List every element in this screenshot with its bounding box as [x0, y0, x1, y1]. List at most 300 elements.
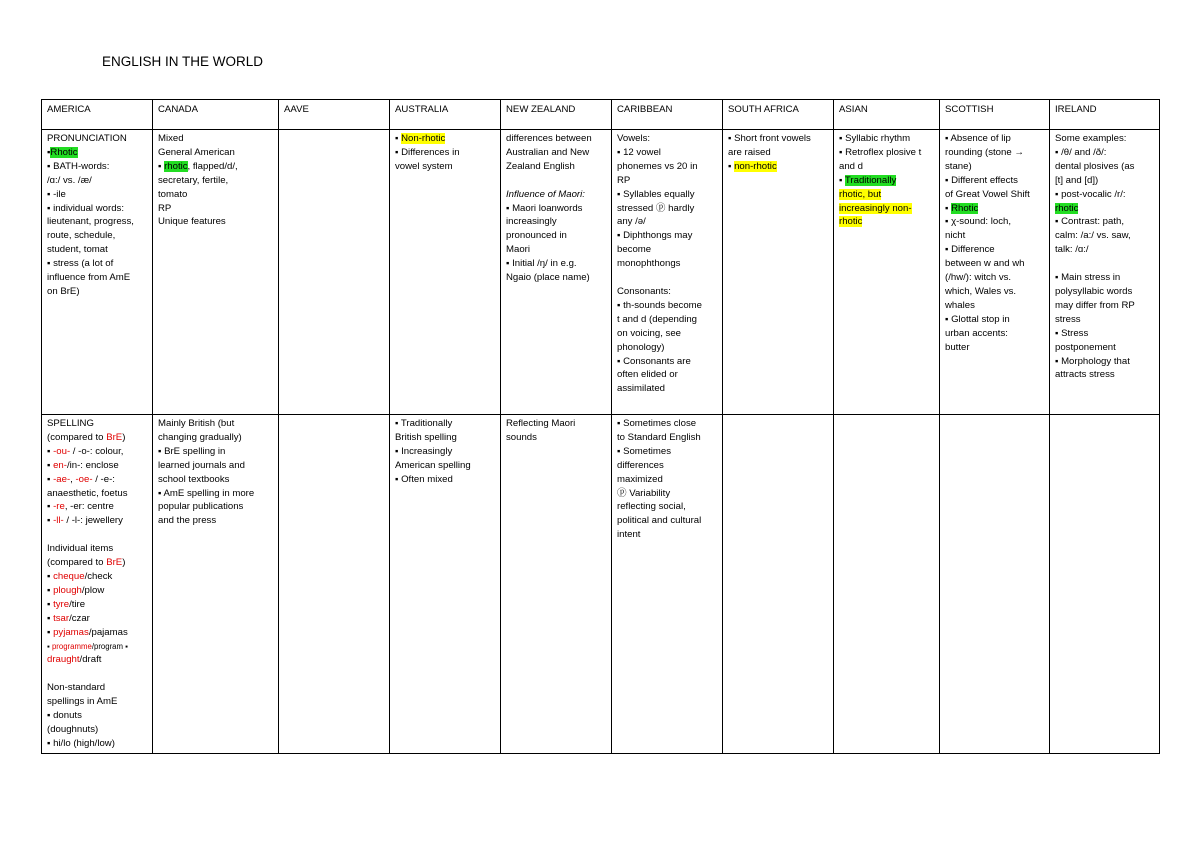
text-run: -re [53, 501, 65, 513]
text-run [617, 272, 620, 283]
text-run: ) [122, 431, 126, 443]
pronunciation-cell-new-zealand [501, 130, 612, 415]
text-run: BrE [106, 431, 123, 443]
text-run: assimilated [617, 383, 665, 395]
cell-line [1055, 271, 1155, 285]
text-run: lieutenant, progress, [47, 216, 134, 228]
text-run: ▪ /θ/ and /ð/: [1055, 146, 1107, 158]
spelling-cell-aave [279, 415, 390, 754]
text-run: , -er: centre [64, 501, 114, 513]
cell-line [158, 431, 274, 445]
text-run: ▪ individual words: [47, 202, 124, 214]
cell-line [47, 229, 148, 243]
text-run: ⓟ Variability [617, 487, 671, 499]
text-run: ▪ [47, 515, 54, 527]
cell-line [47, 528, 148, 542]
cell-line [617, 202, 718, 216]
cell-line [617, 459, 718, 473]
text-run: ▪ Absence of lip [945, 133, 1011, 144]
text-run: Australian and New [506, 146, 590, 158]
text-run: urban accents: [945, 327, 1008, 339]
text-run: ▪ [47, 641, 52, 651]
cell-line [945, 202, 1045, 216]
cell-line [945, 146, 1045, 160]
text-run: ▪ Stress [1055, 327, 1089, 339]
text-run: pyjamas [53, 626, 89, 638]
cell-line [47, 556, 148, 570]
text-run: ▪ [158, 160, 165, 172]
cell-line [1055, 285, 1155, 299]
cell-line [506, 146, 607, 160]
cell-line [617, 417, 718, 431]
cell-line [47, 271, 148, 285]
spelling-cell-caribbean [612, 415, 723, 754]
spelling-cell-scottish [940, 415, 1050, 754]
text-run: tyre [53, 598, 70, 610]
cell-line [158, 160, 274, 174]
text-run: SPELLING [47, 418, 94, 429]
text-run: dental plosives (as [1055, 160, 1135, 172]
cell-line [158, 459, 274, 473]
cell-line [617, 174, 718, 188]
text-run: ▪ [47, 501, 54, 513]
cell-line [158, 487, 274, 501]
text-run: political and cultural [617, 515, 702, 527]
text-run: , [70, 473, 76, 485]
text-run: of Great Vowel Shift [945, 188, 1030, 200]
text-run: ▪ Difference [945, 244, 995, 256]
cell-line [617, 271, 718, 285]
cell-line [506, 257, 607, 271]
text-run: whales [945, 299, 975, 311]
text-run: -ll- [53, 515, 64, 527]
cell-line [47, 598, 148, 612]
cell-line [395, 473, 496, 487]
cell-line [506, 431, 607, 445]
spelling-cell-asian [834, 415, 940, 754]
text-run: ▪ stress (a lot of [47, 258, 114, 270]
cell-line [1055, 132, 1155, 146]
cell-line [617, 146, 718, 160]
text-run: ▪ Differences in [395, 146, 460, 158]
header-caribbean: CARIBBEAN [612, 100, 723, 130]
text-run: (compared to [47, 557, 107, 569]
text-run: school textbooks [158, 473, 230, 485]
text-run: attracts stress [1055, 369, 1115, 381]
cell-line [839, 188, 935, 202]
cell-line [506, 160, 607, 174]
cell-line [47, 709, 148, 723]
text-run: plough [53, 584, 82, 596]
text-run: often elided or [617, 369, 678, 381]
text-run: any /ə/ [617, 216, 646, 228]
cell-line [47, 473, 148, 487]
pronunciation-cell-canada [153, 130, 279, 415]
cell-line [945, 313, 1045, 327]
text-run: ▪ Short front vowels [728, 133, 811, 144]
cell-line [158, 146, 274, 160]
text-run: t and d (depending [617, 313, 698, 325]
cell-line [945, 215, 1045, 229]
text-run: ▪ Consonants are [617, 355, 691, 367]
header-south-africa: SOUTH AFRICA [723, 100, 834, 130]
text-run: Rhotic [951, 202, 979, 214]
text-run [1055, 258, 1058, 269]
text-run: intent [617, 529, 641, 541]
cell-line [47, 542, 148, 556]
cell-line [158, 514, 274, 528]
text-run: which, Wales vs. [945, 285, 1017, 297]
cell-line [617, 285, 718, 299]
text-run: ▪ Maori loanwords [506, 202, 583, 214]
cell-line [47, 626, 148, 640]
text-run: ▪ Diphthongs may [617, 230, 693, 242]
text-run: ▪ [47, 626, 54, 638]
cell-line [1055, 174, 1155, 188]
text-run: ▪ Traditionally [395, 418, 453, 429]
cell-line [158, 215, 274, 229]
cell-line [617, 528, 718, 542]
text-run: Non-standard [47, 682, 106, 694]
cell-line [1055, 257, 1155, 271]
cell-line [506, 417, 607, 431]
text-run: American spelling [395, 459, 471, 471]
text-run: ▪ [839, 174, 845, 186]
header-australia: AUSTRALIA [390, 100, 501, 130]
text-run: [t] and [d]) [1055, 174, 1099, 186]
text-run: /check [84, 570, 113, 582]
text-run: ▪ Sometimes close [617, 418, 697, 429]
cell-line [395, 459, 496, 473]
cell-line [617, 514, 718, 528]
pronunciation-cell-caribbean [612, 130, 723, 415]
cell-line [839, 215, 935, 229]
text-run: Mixed [158, 133, 184, 144]
text-run: between w and wh [945, 258, 1025, 270]
text-run: postponement [1055, 341, 1116, 353]
cell-line [506, 202, 607, 216]
cell-line [945, 257, 1045, 271]
cell-line [47, 431, 148, 445]
text-run: /pajamas [88, 626, 128, 638]
cell-line [839, 132, 935, 146]
english-varieties-table [41, 99, 1160, 754]
cell-line [617, 327, 718, 341]
text-run: ▪ [945, 202, 952, 214]
text-run: calm: /a:/ vs. saw, [1055, 230, 1131, 242]
header-america: AMERICA [42, 100, 153, 130]
cell-line [617, 341, 718, 355]
cell-line [945, 243, 1045, 257]
pronunciation-cell-south-africa [723, 130, 834, 415]
cell-line [617, 160, 718, 174]
cell-line [617, 132, 718, 146]
text-run: ▪ [47, 445, 54, 457]
text-run: and d [839, 160, 864, 172]
text-run: ▪ [47, 473, 54, 485]
text-run: Influence of Maori: [506, 188, 585, 200]
cell-line [506, 229, 607, 243]
text-run: vowel system [395, 160, 453, 172]
cell-line [1055, 188, 1155, 202]
spelling-row [42, 415, 1160, 754]
text-run: ▪ Contrast: path, [1055, 216, 1124, 228]
cell-line [617, 487, 718, 501]
cell-line [47, 570, 148, 584]
cell-line [1055, 202, 1155, 216]
cell-line [47, 132, 148, 146]
text-run: ▪ BrE spelling in [158, 445, 226, 457]
text-run: cheque [53, 570, 85, 582]
cell-line [617, 257, 718, 271]
cell-line [617, 500, 718, 514]
text-run: ▪ [395, 133, 402, 144]
cell-line [395, 132, 496, 146]
text-run: / -l-: jewellery [63, 515, 123, 527]
text-run: British spelling [395, 431, 457, 443]
cell-line [158, 132, 274, 146]
text-run: (compared to [47, 431, 107, 443]
cell-line [158, 473, 274, 487]
text-run: on voicing, see [617, 327, 681, 339]
header-scottish: SCOTTISH [940, 100, 1050, 130]
text-run: non-rhotic [734, 160, 777, 172]
cell-line [506, 271, 607, 285]
text-run: (doughnuts) [47, 723, 99, 735]
text-run: spellings in AmE [47, 696, 118, 708]
text-run: ▪ donuts [47, 710, 82, 722]
text-run: Ngaio (place name) [506, 272, 590, 284]
text-run: -ou- [53, 445, 71, 457]
pronunciation-cell-australia [390, 130, 501, 415]
text-run [506, 175, 509, 186]
text-run: tsar [53, 612, 70, 624]
text-run: ▪ Syllables equally [617, 188, 695, 200]
text-run: ▪ Initial /ŋ/ in e.g. [506, 258, 577, 270]
text-run: stress [1055, 313, 1081, 325]
cell-line [1055, 299, 1155, 313]
cell-line [945, 188, 1045, 202]
cell-line [47, 723, 148, 737]
cell-line [47, 417, 148, 431]
text-run: talk: /ɑ:/ [1055, 244, 1089, 256]
text-run: Unique features [158, 216, 226, 228]
text-run: /czar [69, 612, 90, 624]
text-run: ▪ [47, 612, 54, 624]
text-run: RP [158, 202, 172, 214]
cell-line [945, 132, 1045, 146]
header-aave: AAVE [279, 100, 390, 130]
text-run: ▪ Sometimes [617, 445, 672, 457]
pronunciation-cell-asian [834, 130, 940, 415]
cell-line [1055, 355, 1155, 369]
text-run: ▪ Retroflex plosive t [839, 146, 922, 158]
cell-line [945, 271, 1045, 285]
text-run: student, tomat [47, 244, 108, 256]
text-run: ▪ post-vocalic /r/: [1055, 188, 1126, 200]
text-run: ▪ [47, 459, 54, 471]
cell-line [506, 215, 607, 229]
text-run: ▪ χ-sound: loch, [945, 216, 1012, 228]
text-run: reflecting social, [617, 501, 686, 513]
text-run [47, 668, 50, 679]
pronunciation-cell-aave [279, 130, 390, 415]
cell-line [47, 146, 148, 160]
cell-line [617, 431, 718, 445]
text-run: Traditionally [844, 174, 897, 186]
text-run: draught [47, 654, 80, 666]
spelling-cell-canada [153, 415, 279, 754]
cell-line [395, 417, 496, 431]
text-run: ▪ [728, 160, 735, 172]
text-run: butter [945, 341, 970, 353]
text-run: programme [51, 641, 92, 651]
text-run: ▪ Morphology that [1055, 355, 1130, 367]
text-run: to Standard English [617, 431, 701, 443]
text-run: may differ from RP [1055, 299, 1135, 311]
pronunciation-row [42, 130, 1160, 415]
text-run: ▪ Syllabic rhythm [839, 133, 911, 144]
text-run: General American [158, 146, 235, 158]
cell-line [47, 445, 148, 459]
cell-line [617, 445, 718, 459]
text-run: differences between [506, 133, 592, 144]
cell-line [945, 327, 1045, 341]
text-run: Zealand English [506, 160, 575, 172]
cell-line [617, 229, 718, 243]
cell-line [47, 640, 148, 654]
cell-line [47, 612, 148, 626]
text-run: Consonants: [617, 285, 671, 297]
text-run: rhotic [839, 216, 863, 228]
header-asian: ASIAN [834, 100, 940, 130]
cell-line [506, 132, 607, 146]
spelling-cell-new-zealand [501, 415, 612, 754]
cell-line [1055, 215, 1155, 229]
text-run: Maori [506, 244, 530, 256]
text-run: en- [53, 459, 67, 471]
text-run: rhotic [164, 160, 188, 172]
page-title: ENGLISH IN THE WORLD [102, 54, 264, 69]
cell-line [945, 174, 1045, 188]
text-run: differences [617, 459, 664, 471]
cell-line [47, 695, 148, 709]
text-run: ▪ [47, 570, 54, 582]
text-run: become [617, 244, 652, 256]
text-run: BrE [106, 557, 123, 569]
text-run: ) [122, 557, 126, 569]
cell-line [47, 188, 148, 202]
text-run: rhotic [1055, 202, 1079, 214]
text-run: ▪ Often mixed [395, 473, 453, 485]
cell-line [617, 299, 718, 313]
cell-line [617, 473, 718, 487]
text-run: route, schedule, [47, 230, 116, 242]
cell-line [47, 737, 148, 751]
text-run: maximized [617, 473, 663, 485]
cell-line [617, 355, 718, 369]
text-run: monophthongs [617, 258, 681, 270]
cell-line [839, 146, 935, 160]
cell-line [395, 445, 496, 459]
text-run: tomato [158, 188, 188, 200]
cell-line [945, 229, 1045, 243]
text-run: Mainly British (but [158, 418, 235, 429]
cell-line [839, 174, 935, 188]
cell-line [395, 160, 496, 174]
cell-line [47, 500, 148, 514]
text-run: -ae- [53, 473, 71, 485]
header-new-zealand: NEW ZEALAND [501, 100, 612, 130]
text-run: /in-: enclose [66, 459, 119, 471]
text-run: rounding (stone → [945, 146, 1024, 158]
text-run: /tire [69, 598, 86, 610]
cell-line [945, 341, 1045, 355]
text-run: ▪ [47, 584, 54, 596]
pronunciation-cell-america [42, 130, 153, 415]
text-run: /draft [79, 654, 102, 666]
text-run: ▪ AmE spelling in more [158, 487, 255, 499]
pronunciation-cell-scottish [940, 130, 1050, 415]
text-run [47, 529, 50, 540]
text-run: nicht [945, 230, 966, 242]
text-run: ▪ Different effects [945, 174, 1018, 186]
cell-line [47, 202, 148, 216]
spelling-cell-australia [390, 415, 501, 754]
cell-line [47, 487, 148, 501]
text-run: phonemes vs 20 in [617, 160, 698, 172]
text-run: Individual items [47, 543, 114, 555]
cell-line [158, 445, 274, 459]
cell-line [47, 174, 148, 188]
cell-line [47, 459, 148, 473]
cell-line [728, 132, 829, 146]
text-run: on BrE) [47, 285, 80, 297]
text-run: Reflecting Maori [506, 418, 576, 429]
cell-line [1055, 327, 1155, 341]
text-run: phonology) [617, 341, 665, 353]
cell-line [945, 299, 1045, 313]
text-run: PRONUNCIATION [47, 133, 127, 144]
cell-line [158, 202, 274, 216]
text-run: ▪ Glottal stop in [945, 313, 1010, 325]
text-run: stane) [945, 160, 972, 172]
text-run: secretary, fertile, [158, 174, 229, 186]
cell-line [728, 146, 829, 160]
text-run: increasingly non- [839, 202, 912, 214]
cell-line [395, 146, 496, 160]
cell-line [839, 160, 935, 174]
cell-line [47, 257, 148, 271]
text-run: and the press [158, 515, 217, 527]
cell-line [47, 243, 148, 257]
cell-line [945, 285, 1045, 299]
cell-line [47, 681, 148, 695]
text-run: polysyllabic words [1055, 285, 1133, 297]
header-ireland: IRELAND [1050, 100, 1160, 130]
text-run: ▪ th-sounds become [617, 299, 702, 311]
cell-line [1055, 368, 1155, 382]
cell-line [506, 174, 607, 188]
cell-line [728, 160, 829, 174]
text-run: Some examples: [1055, 133, 1127, 144]
pronunciation-cell-ireland [1050, 130, 1160, 415]
text-run: / -e-: [92, 473, 115, 485]
text-run: Rhotic [50, 146, 78, 158]
cell-line [47, 667, 148, 681]
header-canada: CANADA [153, 100, 279, 130]
cell-line [47, 285, 148, 299]
